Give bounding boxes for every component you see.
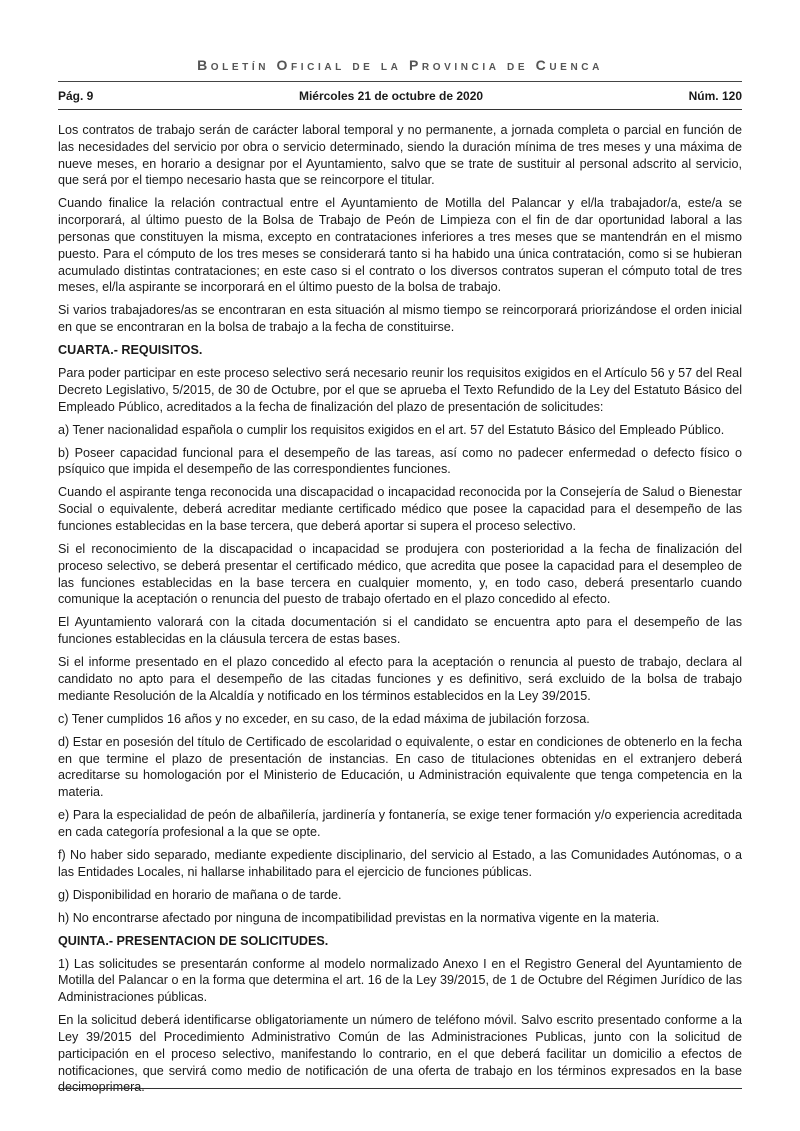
section-heading: QUINTA.- PRESENTACION DE SOLICITUDES. (58, 933, 329, 948)
paragraph: d) Estar en posesión del título de Certificado de escolaridad o equivalente, o estar en condiciones de obtenerlo en la fecha en que termine el plazo de presentación de instancias. En caso de titulaciones obtenidas en el extranjero deberá acreditarse su homologación por el Ministerio de Educación, u Administración equivalente que tenga competencia en la materia. (58, 734, 742, 800)
paragraph: 1) Las solicitudes se presentarán conforme al modelo normalizado Anexo I en el Registro General del Ayuntamiento de Motilla del Palancar o en la forma que determina el art. 16 de la Ley 39/2015, de 1 de Octubre del Régimen Jurídico de las Administraciones públicas. (58, 956, 742, 1005)
paragraph: e) Para la especialidad de peón de albañilería, jardinería y fontanería, se exige tener formación y/o experiencia acreditada en cada categoría profesional a la que se opte. (58, 808, 742, 839)
footer-rule (58, 1088, 742, 1089)
paragraph: c) Tener cumplidos 16 años y no exceder, en su caso, de la edad máxima de jubilación forzosa. (58, 711, 590, 726)
paragraph: h) No encontrarse afectado por ninguna de incompatibilidad previstas en la normativa vigente en la materia. (58, 910, 660, 925)
paragraph: a) Tener nacionalidad española o cumplir los requisitos exigidos en el art. 57 del Estatuto Básico del Empleado Público. (58, 422, 725, 437)
masthead-rule (58, 81, 742, 82)
paragraph: f) No haber sido separado, mediante expediente disciplinario, del servicio al Estado, a las Comunidades Autónomas, o a las Entidades Locales, ni hallarse inhabilitado para el ejercicio de funciones públicas. (58, 847, 742, 879)
paragraph: Los contratos de trabajo serán de carácter laboral temporal y no permanente, a jornada completa o parcial en función de las necesidades del servicio por obra o servicio determinado, siendo la duración mínima de tres meses y una máxima de nueve meses, en horario a designar por el Ayuntamiento, salvo que se trate de sustituir al personal adscrito al servicio, que será por el tiempo necesario hasta que se reincorpore el titular. (58, 123, 742, 188)
paragraph: Si varios trabajadores/as se encontraran en esta situación al mismo tiempo se reincorporará priorizándose el orden inicial en que se encontraran en la bolsa de trabajo a la fecha de constituirse. (58, 303, 742, 335)
paragraph: Cuando finalice la relación contractual entre el Ayuntamiento de Motilla del Palancar y el/la trabajador/a, este/a se incorporará, al último puesto de la Bolsa de Trabajo de Peón de Limpieza con el fin de dar oportunidad laboral a las personas que constituyen la misma, excepto en contrataciones inferiores a tres meses que se mantendrán en el mismo puesto. Para el cómputo de los tres meses se considerará tanto si ha habido una única contratación, como si se hubieran acumulado distintas contrataciones; en este caso si el contrato o los diversos contratos superan el cómputo total de tres meses, el/la aspirante se incorporará en el último puesto de la bolsa de trabajo. (58, 196, 742, 295)
page-number: Pág. 9 (58, 89, 94, 103)
paragraph: b) Poseer capacidad funcional para el desempeño de las tareas, así como no padecer enfermedad o defecto físico o psíquico que impida el desempeño de las correspondientes funciones. (58, 445, 742, 477)
issue-number: Núm. 120 (688, 89, 742, 103)
paragraph: Si el reconocimiento de la discapacidad o incapacidad se produjera con posterioridad a la fecha de finalización del proceso selectivo, se deberá presentar el certificado médico, que acredita que posee la capacidad para el desempleo de las funciones establecidas en la base tercera en cualquier momento, y, en todo caso, deberá presentarlo cuando comunique la aceptación o renuncia del puesto de trabajo ofertado en el plazo concedido al efecto. (58, 542, 742, 607)
paragraph: En la solicitud deberá identificarse obligatoriamente un número de teléfono móvil. Salvo escrito presentado conforme a la Ley 39/2015 del Procedimiento Administrativo Común de las Administraciones Publicas, junto con la solicitud de participación en el proceso selectivo, manifestando lo contrario, en el que deberá facilitar un domicilio a efectos de notificaciones, que servirá como medio de notificación de una oferta de trabajo en los términos expresados en la base decimoprimera. (58, 1013, 742, 1095)
paragraph: Para poder participar en este proceso selectivo será necesario reunir los requisitos exigidos en el Artículo 56 y 57 del Real Decreto Legislativo, 5/2015, de 30 de Octubre, por el que se aprueba el Texto Refundido de la Ley del Estatuto Básico del Empleado Público, acreditados a la fecha de finalización del plazo de presentación de solicitudes: (58, 366, 742, 414)
header-rule (58, 109, 742, 110)
paragraph: Si el informe presentado en el plazo concedido al efecto para la aceptación o renuncia al puesto de trabajo, declara al candidato no apto para el desempeño de las citadas funciones y es definitivo, será excluido de la bolsa de trabajo mediante Resolución de la Alcaldía y notificado en los términos establecidos en la Ley 39/2015. (58, 655, 742, 703)
document-body (58, 122, 742, 1102)
page-header (58, 89, 742, 103)
issue-date: Miércoles 21 de octubre de 2020 (298, 89, 484, 103)
section-heading: CUARTA.- REQUISITOS. (58, 343, 203, 358)
bulletin-masthead: Boletín Oficial de la Provincia de Cuenca (197, 57, 603, 73)
paragraph: Cuando el aspirante tenga reconocida una discapacidad o incapacidad reconocida por la Consejería de Salud o Bienestar Social o equivalente, deberá acreditar mediante certificado médico que posee la capacidad para el desempeño de las funciones establecidas en la base tercera, que deberá aportar si supera el proceso selectivo. (58, 485, 742, 534)
paragraph: El Ayuntamiento valorará con la citada documentación si el candidato se encuentra apto para el desempeño de las funciones establecidas en la cláusula tercera de estas bases. (58, 615, 742, 647)
paragraph: g) Disponibilidad en horario de mañana o de tarde. (58, 887, 342, 902)
